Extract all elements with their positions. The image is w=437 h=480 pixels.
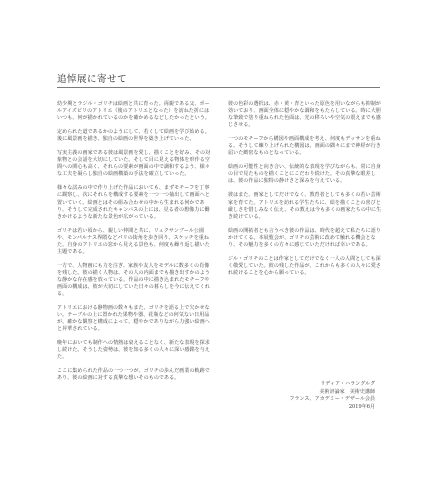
author-affiliation: フランス、アカデミー・デザール会員 [289,396,375,403]
paragraph: 彼はまた、画家としてだけでなく、教育者としても多くの若い芸術家を育てた。アトリエを訪れる学生たちに、絵を描くことの喜びと厳しさを惜しみなく伝え、その教えは今も多くの画家たちの中に生き続けている。 [228,192,382,220]
left-column [57,101,212,390]
signature-date: 2019年6月 [348,403,375,410]
paragraph: ゴリチは若い頃から、親しい仲間と共に、リュクサンブール公園や、モンパルナス界隈などパリの街角を歩き回り、スケッチを重ねた。自身のアトリエの窓から見える景色も、何度も繰り返し描いた主題である。 [57,227,210,255]
paragraph: ここに集められた作品の一つ一つが、ゴリチの歩んだ画業の軌跡であり、彼の絵画に対する真摯な想いそのものである。 [57,368,210,382]
page-title: 追悼展に寄せて [57,74,128,85]
paragraph: 絵画の可能性と向き合い、伝統的な表現を学びながらも、常に自身の目で見たものを描くことにこだわり続けた。その真摯な眼差しは、彼の作品に独特の静けさと深みを与えている。 [228,164,381,185]
paragraph: ジル・ゴリチのことは作家としてだけでなく一人の人間としても深く敬愛していた。彼の残した作品が、これからも多くの人々に愛され続けることを心から願っている。 [228,255,381,276]
paragraph: 一方で、人物画にも力を注ぎ、家族や友人をモデルに数多くの肖像を残した。彼の描く人物は、その人の内面までも描き出すかのような静かな存在感を放っている。作品の中に描き込まれたモチーフや画面の構成は、彼が大切にしていた日々の暮らしを今に伝えてくれる。 [57,262,210,298]
paragraph: 絵画の開拓者とも言うべき彼の作品は、時代を超えて私たちに語りかけてくる。本展覧会が、ゴリチの芸術に改めて触れる機会となり、その魅力を多くの方々に感じていただければ幸いである。 [228,227,381,248]
paragraph: 彼の色彩の選択は、赤・黄・青といった原色を用いながらも抑制が効いており、画面全体に穏やかな調和をもたらしている。時に大胆な筆致で塗り重ねられた色面は、光の移ろいや空気の震えまでも感じさせる。 [228,101,381,129]
right-column [228,101,383,284]
paragraph: 様々な試みの中で作り上げた作品においても、まずモチーフを丁寧に観察し、次にそれらを構成する要素を一つ一つ抽出して画面へと置いていく。絵画とはその組み合わせの中から生まれる何かであり、そうして完成されたキャンバスの上には、見る者の想像力に働きかけるような新たな景色が広がっている。 [57,185,210,220]
author-name: リディア・ハラングルグ [320,381,375,387]
paragraph: 一つのモチーフから構図や画面構成を考え、何度もデッサンを重ねる。そうして練り上げられた構図は、画面の隅々にまで神経が行き届いた緻密なものとなっている。 [228,136,381,157]
paragraph: 幼少期とラジル・ゴリチは絵画と共に育った。両親である父、ポールアイズビリのアトリエ（後のアトリエとなった）を訪ねた折にはいつも、何が描かれているのかを確かめるなどしたかったという。 [57,101,210,122]
paragraph: アトリエにおける静物画の数々もまた、ゴリチを語る上で欠かせない。テーブルの上に置かれた果物や器、花瓶などの何気ない日用品が、確かな観察と構成によって、穏やかでありながら力強い絵画へと昇華されている。 [57,305,210,333]
paragraph: 晩年においても制作への情熱は衰えることなく、新たな表現を探求し続けた。そうした姿勢は、彼を知る多くの人々に深い感銘を与えた。 [57,340,210,361]
signature-block [215,381,375,411]
title-divider [57,87,380,88]
paragraph: 写実主義の画家である彼は風景画を愛し、描くことを好み、その対象物との会話を大切にしていた。そして目に見える物体を形作る空間への関心も高く、それらの要素が画面の中で調和するよう、様々な工夫を凝らし独自の絵画構築の手法を確立していった。 [57,150,211,178]
paragraph: 定められた道であるかのようにして、若くして絵画を学び始める。後に風景画を描き、独自の絵画の世界を築き上げていった。 [57,129,210,143]
author-role: 美術評論家 美術史講師 [319,388,375,395]
